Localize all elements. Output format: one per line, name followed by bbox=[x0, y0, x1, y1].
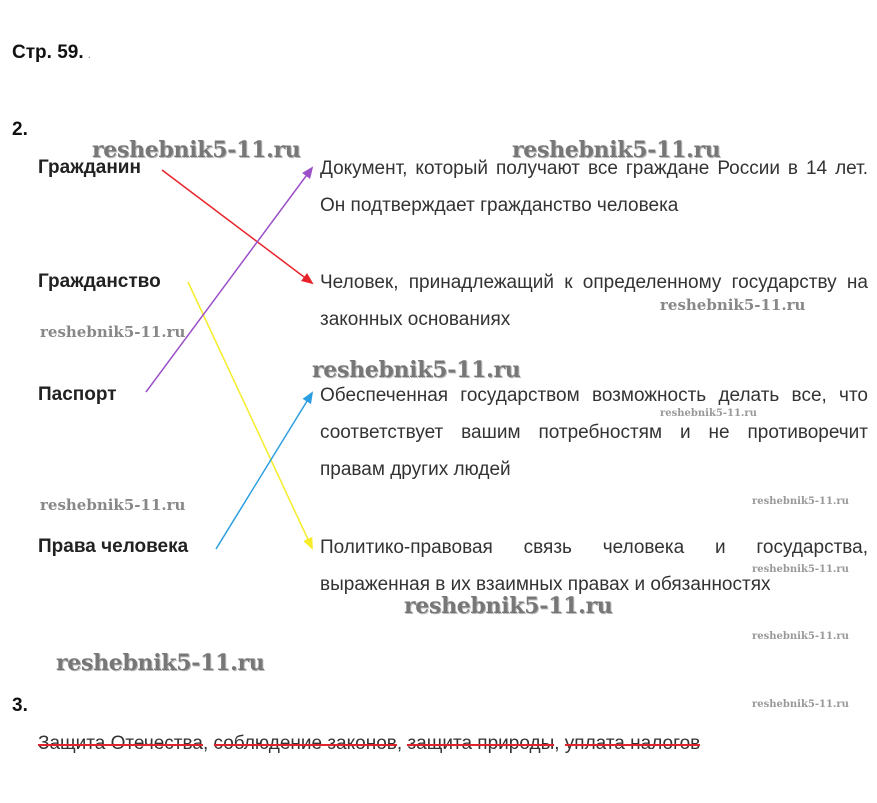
definition-2: Человек, принадлежащий к определенному государству на законных основаниях bbox=[320, 272, 868, 330]
definition-3: Обеспеченная государством возможность делать все, что соответствует вашим потребностям и не противоречит правам других людей bbox=[320, 385, 868, 480]
term-prava-cheloveka: Права человека bbox=[38, 536, 189, 557]
definition-1: Документ, который получают все граждане России в 14 лет. Он подтверждает гражданство человека bbox=[320, 158, 868, 216]
watermark: reshebnik5-11.ru bbox=[752, 699, 849, 710]
watermark: reshebnik5-11.ru bbox=[660, 296, 806, 314]
task-3-number: 3. bbox=[12, 695, 28, 716]
duty-item bbox=[565, 733, 700, 754]
watermark: reshebnik5-11.ru bbox=[56, 650, 265, 676]
strike-line bbox=[38, 744, 203, 746]
arrow-grazhdanstvo bbox=[188, 282, 312, 548]
watermark: reshebnik5-11.ru bbox=[40, 323, 186, 341]
page-label: Стр. 59. bbox=[12, 42, 84, 63]
page-dot: . bbox=[87, 47, 91, 61]
arrow-prava-cheloveka bbox=[216, 393, 312, 549]
strike-line bbox=[214, 744, 397, 746]
strike-line bbox=[565, 744, 700, 746]
duty-item bbox=[407, 733, 554, 754]
watermark: reshebnik5-11.ru bbox=[92, 137, 301, 163]
arrow-grazhdanin bbox=[162, 170, 312, 283]
separator: , bbox=[396, 733, 408, 754]
task-2-number: 2. bbox=[12, 119, 28, 140]
watermark: reshebnik5-11.ru bbox=[752, 564, 849, 575]
duty-item bbox=[38, 733, 203, 754]
term-pasport: Паспорт bbox=[38, 384, 117, 405]
watermark: reshebnik5-11.ru bbox=[512, 137, 721, 163]
task-3-answer bbox=[38, 733, 700, 755]
watermark: reshebnik5-11.ru bbox=[752, 631, 849, 642]
strike-line bbox=[407, 744, 554, 746]
duty-item bbox=[214, 733, 397, 754]
term-grazhdanstvo: Гражданство bbox=[38, 271, 161, 292]
term-grazhdanin: Гражданин bbox=[38, 157, 141, 178]
separator: , bbox=[554, 733, 565, 754]
watermark: reshebnik5-11.ru bbox=[404, 593, 613, 619]
watermark: reshebnik5-11.ru bbox=[752, 496, 849, 507]
separator: , bbox=[202, 733, 214, 754]
definition-4: Политико-правовая связь человека и государства, выраженная в их взаимных правах и обязанностях bbox=[320, 537, 868, 595]
watermark: reshebnik5-11.ru bbox=[660, 408, 757, 419]
watermark: reshebnik5-11.ru bbox=[40, 496, 186, 514]
watermark: reshebnik5-11.ru bbox=[312, 357, 521, 383]
arrow-pasport bbox=[146, 168, 312, 392]
